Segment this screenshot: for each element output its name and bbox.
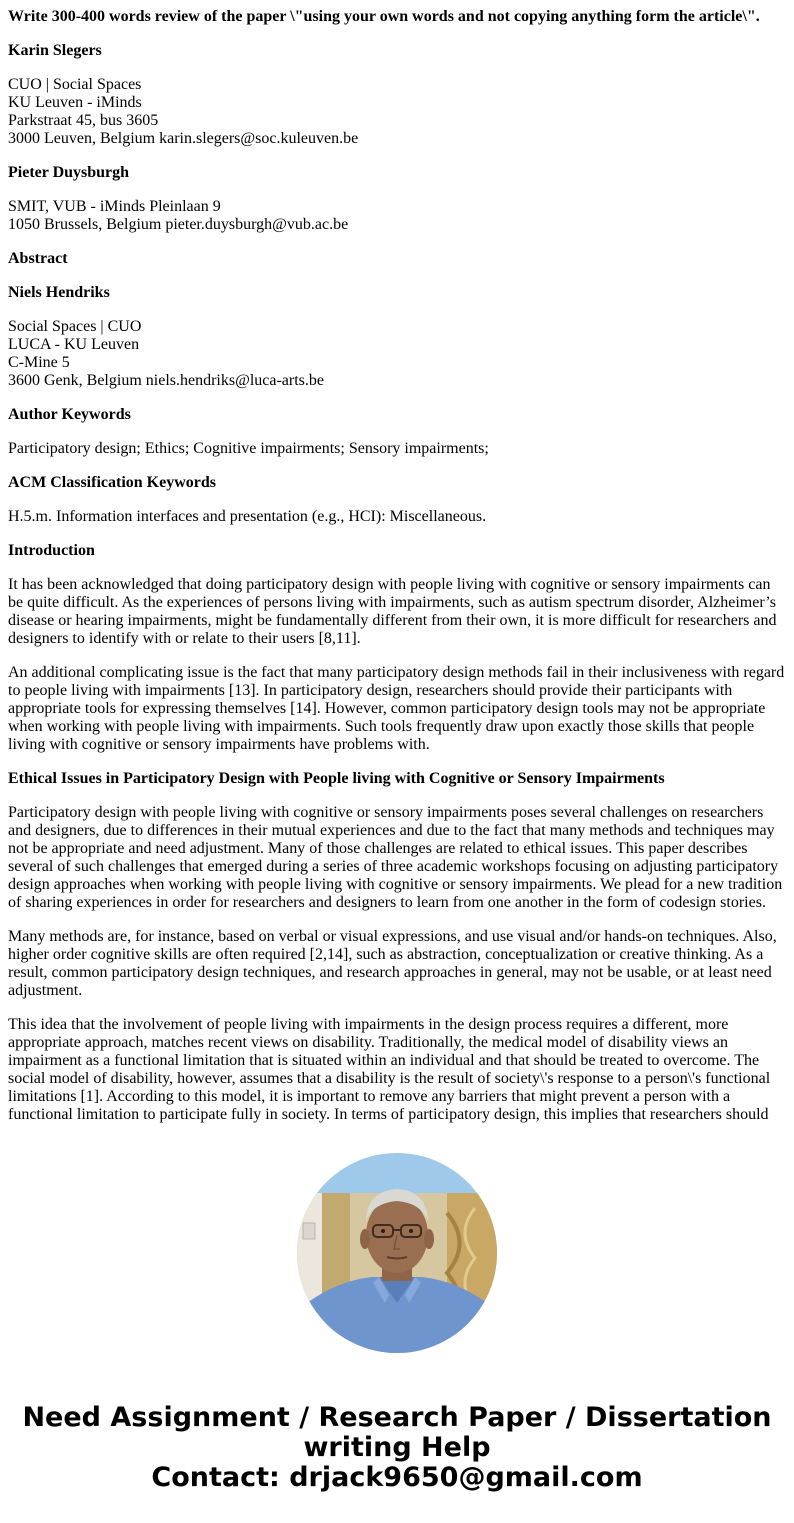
- avatar: [297, 1153, 497, 1353]
- address-line: LUCA - KU Leuven: [8, 336, 140, 353]
- address-line: Social Spaces | CUO: [8, 318, 142, 335]
- address-line: SMIT, VUB - iMinds Pleinlaan 9: [8, 198, 221, 215]
- portrait-image: [297, 1153, 497, 1353]
- paragraph: It has been acknowledged that doing participatory design with people living with cognitive or sensory impairments can be quite difficult. As the experiences of persons living with impairments, such as autism spectrum disorder, Alzheimer’s disease or hearing impairments, might be fundamentally different from their own, it is more difficult for researchers and designers to identify with or relate to their users [8,11].: [8, 576, 777, 647]
- promo-contact: Contact: drjack9650@gmail.com: [151, 1462, 643, 1493]
- promo-line: Need Assignment / Research Paper / Dissertation: [22, 1402, 772, 1433]
- author-name-2: Pieter Duysburgh: [8, 164, 130, 181]
- address-line: 1050 Brussels, Belgium pieter.duysburgh@vub.ac.be: [8, 216, 349, 233]
- keywords-text: Participatory design; Ethics; Cognitive impairments; Sensory impairments;: [8, 440, 489, 457]
- address-line: C-Mine 5: [8, 354, 70, 371]
- acm-text: H.5.m. Information interfaces and presentation (e.g., HCI): Miscellaneous.: [8, 508, 487, 525]
- address-line: Parkstraat 45, bus 3605: [8, 112, 159, 129]
- ethics-heading: Ethical Issues in Participatory Design with People living with Cognitive or Sensory Impairments: [8, 770, 665, 787]
- paragraph: Many methods are, for instance, based on verbal or visual expressions, and use visual and/or hands-on techniques. Also, higher order cognitive skills are often required [2,14], such as abstraction, conceptualization or creative thinking. As a result, common participatory design techniques, and research approaches in general, may not be usable, or at least need adjustment.: [8, 928, 777, 999]
- author-name-1: Karin Slegers: [8, 42, 102, 59]
- address-line: KU Leuven - iMinds: [8, 94, 142, 111]
- acm-heading: ACM Classification Keywords: [8, 474, 216, 491]
- paragraph: An additional complicating issue is the fact that many participatory design methods fail in their inclusiveness with regard to people living with impairments [13]. In participatory design, researchers should provide their participants with appropriate tools for expressing themselves [14]. However, common participatory design tools may not be appropriate when working with people living with impairments. Such tools frequently draw upon exactly those skills that people living with cognitive or sensory impairments have problems with.: [8, 664, 785, 753]
- author-name-3: Niels Hendriks: [8, 284, 110, 301]
- keywords-heading: Author Keywords: [8, 406, 131, 423]
- author-address-1: [8, 76, 786, 148]
- author-address-3: [8, 318, 786, 390]
- address-line: CUO | Social Spaces: [8, 76, 142, 93]
- address-line: 3000 Leuven, Belgium karin.slegers@soc.kuleuven.be: [8, 130, 359, 147]
- introduction-heading: Introduction: [8, 542, 95, 559]
- paragraph: Participatory design with people living with cognitive or sensory impairments poses several challenges on researchers and designers, due to differences in their mutual experiences and due to the fact that many methods and techniques may not be appropriate and need adjustment. Many of those challenges are related to ethical issues. This paper describes several of such challenges that emerged during a series of three academic workshops focusing on adjusting participatory design approaches when working with people living with cognitive or sensory impairments. We plead for a new tradition of sharing experiences in order for researchers and designers to learn from one another in the form of codesign stories.: [8, 804, 783, 911]
- address-line: 3600 Genk, Belgium niels.hendriks@luca-arts.be: [8, 372, 324, 389]
- promo-banner: [0, 1403, 794, 1493]
- paragraph: This idea that the involvement of people living with impairments in the design process requires a different, more appropriate approach, matches recent views on disability. Traditionally, the medical model of disability views an impairment as a functional limitation that is situated within an individual and that should be treated to overcome. The social model of disability, however, assumes that a disability is the result of society\'s response to a person\'s functional limitations [1]. According to this model, it is important to remove any barriers that might prevent a person with a functional limitation to participate fully in society. In terms of participatory design, this implies that researchers should: [8, 1016, 771, 1123]
- abstract-heading: Abstract: [8, 250, 68, 267]
- author-address-2: [8, 198, 786, 234]
- promo-line: writing Help: [303, 1432, 491, 1463]
- document-body: [8, 0, 786, 1140]
- prompt-heading: Write 300-400 words review of the paper \"using your own words and not copying anything form the article\".: [8, 8, 760, 25]
